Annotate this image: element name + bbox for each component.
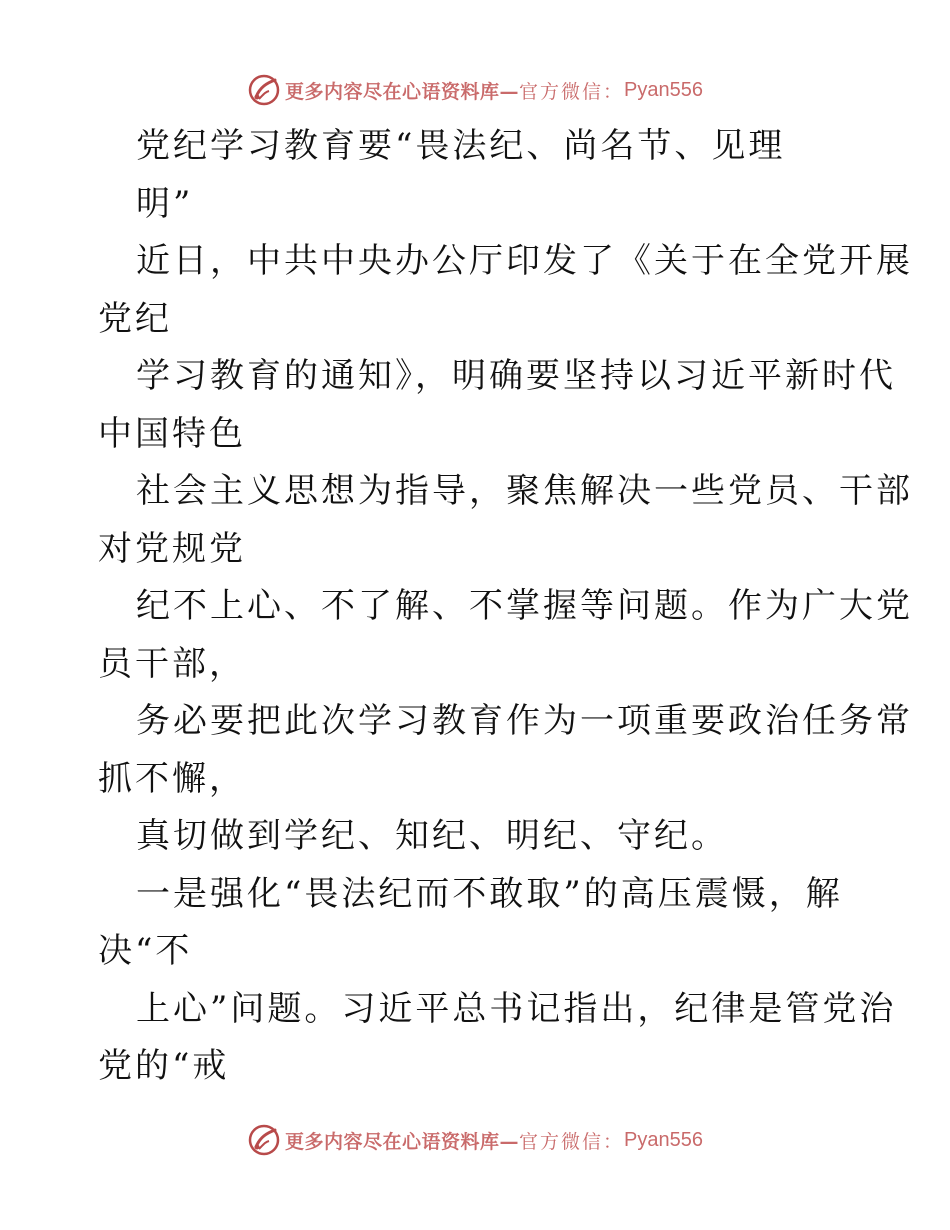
brush-logo-icon bbox=[247, 73, 281, 107]
paragraph-line: 学习教育的通知》，明确要坚持以习近平新时代 bbox=[136, 356, 896, 396]
paragraph-line: 务必要把此次学习教育作为一项重要政治任务常 bbox=[136, 701, 913, 741]
paragraph-line: 中国特色 bbox=[98, 413, 246, 454]
brush-logo-icon bbox=[247, 1123, 281, 1157]
paragraph-line: 抓不懈， bbox=[98, 758, 246, 799]
header-banner bbox=[0, 70, 950, 110]
footer-wechat-id: Pyan556 bbox=[624, 1128, 703, 1151]
paragraph-line: 员干部， bbox=[98, 643, 246, 684]
paragraph-line: 决“不 bbox=[98, 931, 193, 971]
title-line-1: 党纪学习教育要“畏法纪、尚名节、见理 bbox=[136, 126, 786, 166]
paragraph-line: 党的“戒 bbox=[98, 1046, 230, 1086]
paragraph-line: 上心”问题。习近平总书记指出，纪律是管党治 bbox=[136, 988, 897, 1029]
paragraph-line: 党纪 bbox=[98, 298, 172, 339]
footer-banner bbox=[0, 1120, 950, 1160]
header-promo-text: 更多内容尽在心语资料库— bbox=[285, 80, 520, 103]
paragraph-line: 社会主义思想为指导，聚焦解决一些党员、干部 bbox=[136, 471, 913, 511]
title-line-2: 明” bbox=[136, 183, 194, 224]
paragraph-line: 近日，中共中央办公厅印发了《关于在全党开展 bbox=[136, 241, 913, 281]
paragraph-line: 纪不上心、不了解、不掌握等问题。作为广大党 bbox=[136, 586, 913, 626]
paragraph-line: 对党规党 bbox=[98, 528, 246, 569]
footer-promo-text: 更多内容尽在心语资料库— bbox=[285, 1130, 520, 1153]
footer-wechat-label: 官方微信： bbox=[519, 1130, 625, 1153]
paragraph-line: 一是强化“畏法纪而不敢取”的高压震慑，解 bbox=[136, 873, 843, 914]
header-wechat-label: 官方微信： bbox=[519, 80, 625, 103]
document-body bbox=[98, 118, 913, 1096]
header-wechat-id: Pyan556 bbox=[624, 78, 703, 101]
paragraph-line: 真切做到学纪、知纪、明纪、守纪。 bbox=[136, 816, 728, 856]
